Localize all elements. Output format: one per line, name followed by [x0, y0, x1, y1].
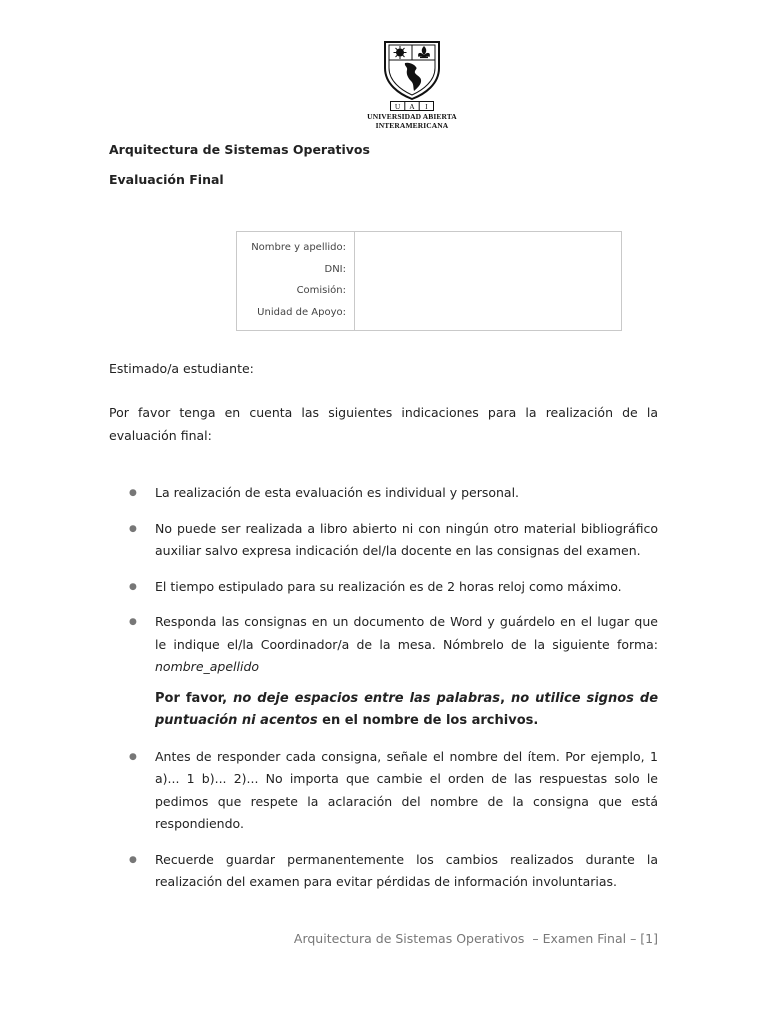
logo-letter-i: I — [425, 102, 428, 111]
support-unit-label: Unidad de Apoyo: — [257, 306, 346, 318]
bullet-icon: ● — [129, 523, 137, 534]
bullet-icon: ● — [129, 488, 137, 498]
bullet-icon: ● — [129, 854, 137, 865]
dni-label: DNI: — [324, 263, 346, 275]
logo-letter-a: A — [409, 102, 415, 111]
university-name-line2: INTERAMERICANA — [375, 121, 449, 130]
bullet-text: Antes de responder cada consigna, señale el nombre del ítem. Por ejemplo, 1 a)... 1 b)... 2)... No importa que cambie el orden de las respuestas solo le pedimos que respete la aclaración del nombre de la consigna que está respondiendo. — [155, 748, 658, 831]
bullet-text: La realización de esta evaluación es individual y personal. — [155, 485, 520, 500]
bullet-text: Recuerde guardar permanentemente los cambios realizados durante la realización del examen para evitar pérdidas de información involuntarias. — [155, 851, 658, 889]
id-values-column — [355, 232, 621, 330]
bullet-text: El tiempo estipulado para su realización es de 2 horas reloj como máximo. — [155, 578, 622, 594]
filename-format: nombre_apellido — [155, 659, 260, 674]
greeting: Estimado/a estudiante: — [109, 361, 254, 376]
note-part2: no deje espacios entre las palabras — [233, 690, 501, 706]
note-part1: Por favor, — [155, 690, 234, 706]
intro-paragraph: Por favor tenga en cuenta las siguientes indicaciones para la realización de la evaluación final: — [109, 405, 658, 443]
uai-letters-banner — [390, 101, 434, 111]
bullet-icon: ● — [129, 751, 137, 762]
list-item — [109, 611, 658, 679]
id-labels-column — [237, 232, 355, 330]
instructions-list — [109, 482, 658, 894]
university-shield-icon — [381, 40, 443, 100]
bullet-text: No puede ser realizada a libro abierto ni con ningún otro material bibliográfico auxiliar salvo expresa indicación del/la docente en las consignas del examen. — [155, 520, 658, 558]
filename-note — [109, 688, 658, 733]
bullet-icon: ● — [129, 617, 137, 627]
list-item — [109, 849, 658, 894]
list-item — [109, 746, 658, 836]
bullet-icon: ● — [129, 581, 137, 592]
commission-label: Comisión: — [296, 285, 346, 296]
student-id-table — [236, 231, 622, 331]
note-part4: no utilice signos de puntuación ni acentos — [155, 690, 659, 728]
university-logo — [356, 40, 468, 130]
logo-letter-u: U — [394, 102, 401, 111]
name-label: Nombre y apellido: — [251, 242, 346, 253]
list-item — [109, 576, 658, 599]
page-footer: Arquitectura de Sistemas Operativos – Examen Final – [1] — [293, 931, 658, 946]
exam-title: Evaluación Final — [109, 172, 224, 187]
note-part3: , — [500, 690, 511, 706]
university-name-line1: UNIVERSIDAD ABIERTA — [367, 112, 457, 121]
note-part5: en el nombre de los archivos. — [317, 713, 539, 728]
list-item — [109, 518, 658, 563]
course-title: Arquitectura de Sistemas Operativos — [109, 142, 370, 157]
list-item — [109, 482, 658, 505]
bullet-text: Responda las consignas en un documento de Word y guárdelo en el lugar que le indique el/la Coordinador/a de la mesa. Nómbrelo de la siguiente forma: — [155, 614, 658, 652]
